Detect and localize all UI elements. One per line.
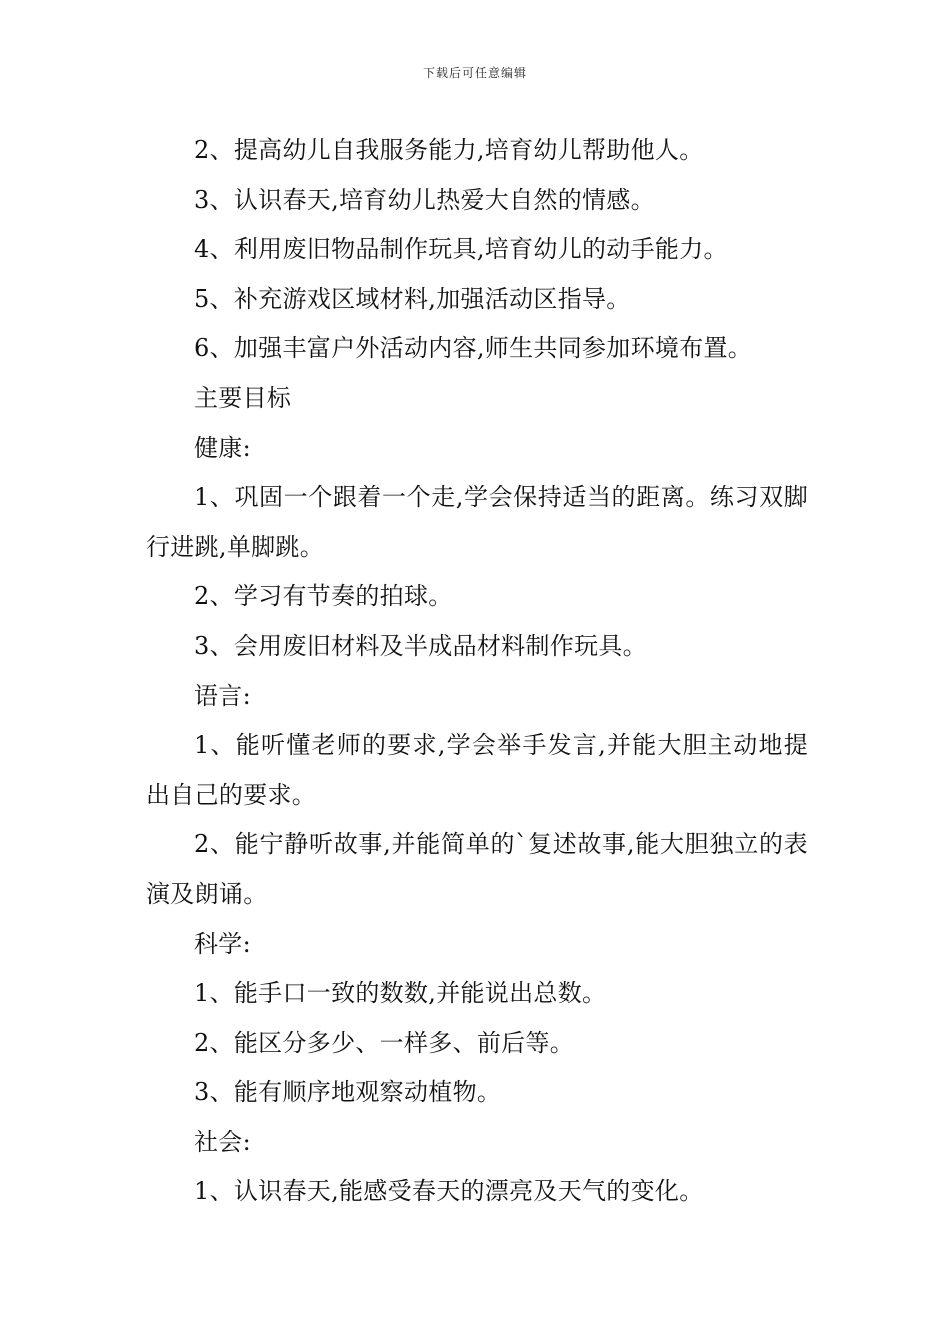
paragraph: 2、提高幼儿自我服务能力,培育幼儿帮助他人。 <box>194 136 704 164</box>
paragraph: 1、能手口一致的数数,并能说出总数。 <box>194 979 607 1008</box>
paragraph: 6、加强丰富户外活动内容,师生共同参加环境布置。 <box>194 334 753 363</box>
section-heading: 主要目标 <box>194 383 292 412</box>
section-heading: 科学: <box>194 929 251 958</box>
paragraph: 1、认识春天,能感受春天的漂亮及天气的变化。 <box>194 1177 704 1206</box>
document-body <box>146 126 808 1217</box>
paragraph: 1、能听懂老师的要求,学会举手发言,并能大胆主动地提出自己的要求。 <box>146 731 808 809</box>
paragraph: 2、能区分多少、一样多、前后等。 <box>194 1028 575 1057</box>
paragraph: 3、会用废旧材料及半成品材料制作玩具。 <box>194 631 647 660</box>
paragraph: 2、能宁静听故事,并能简单的`复述故事,能大胆独立的表演及朗诵。 <box>146 830 808 908</box>
section-heading: 语言: <box>194 681 251 710</box>
paragraph: 3、认识春天,培育幼儿热爱大自然的情感。 <box>194 185 655 214</box>
page-header: 下载后可任意编辑 <box>422 66 527 80</box>
paragraph: 4、利用废旧物品制作玩具,培育幼儿的动手能力。 <box>194 235 728 264</box>
paragraph: 5、补充游戏区域材料,加强活动区指导。 <box>194 284 631 313</box>
paragraph: 3、能有顺序地观察动植物。 <box>194 1078 502 1107</box>
paragraph: 2、学习有节奏的拍球。 <box>194 582 453 611</box>
paragraph: 1、巩固一个跟着一个走,学会保持适当的距离。练习双脚行进跳,单脚跳。 <box>146 483 808 561</box>
section-heading: 社会: <box>194 1127 251 1156</box>
section-heading: 健康: <box>194 433 251 462</box>
